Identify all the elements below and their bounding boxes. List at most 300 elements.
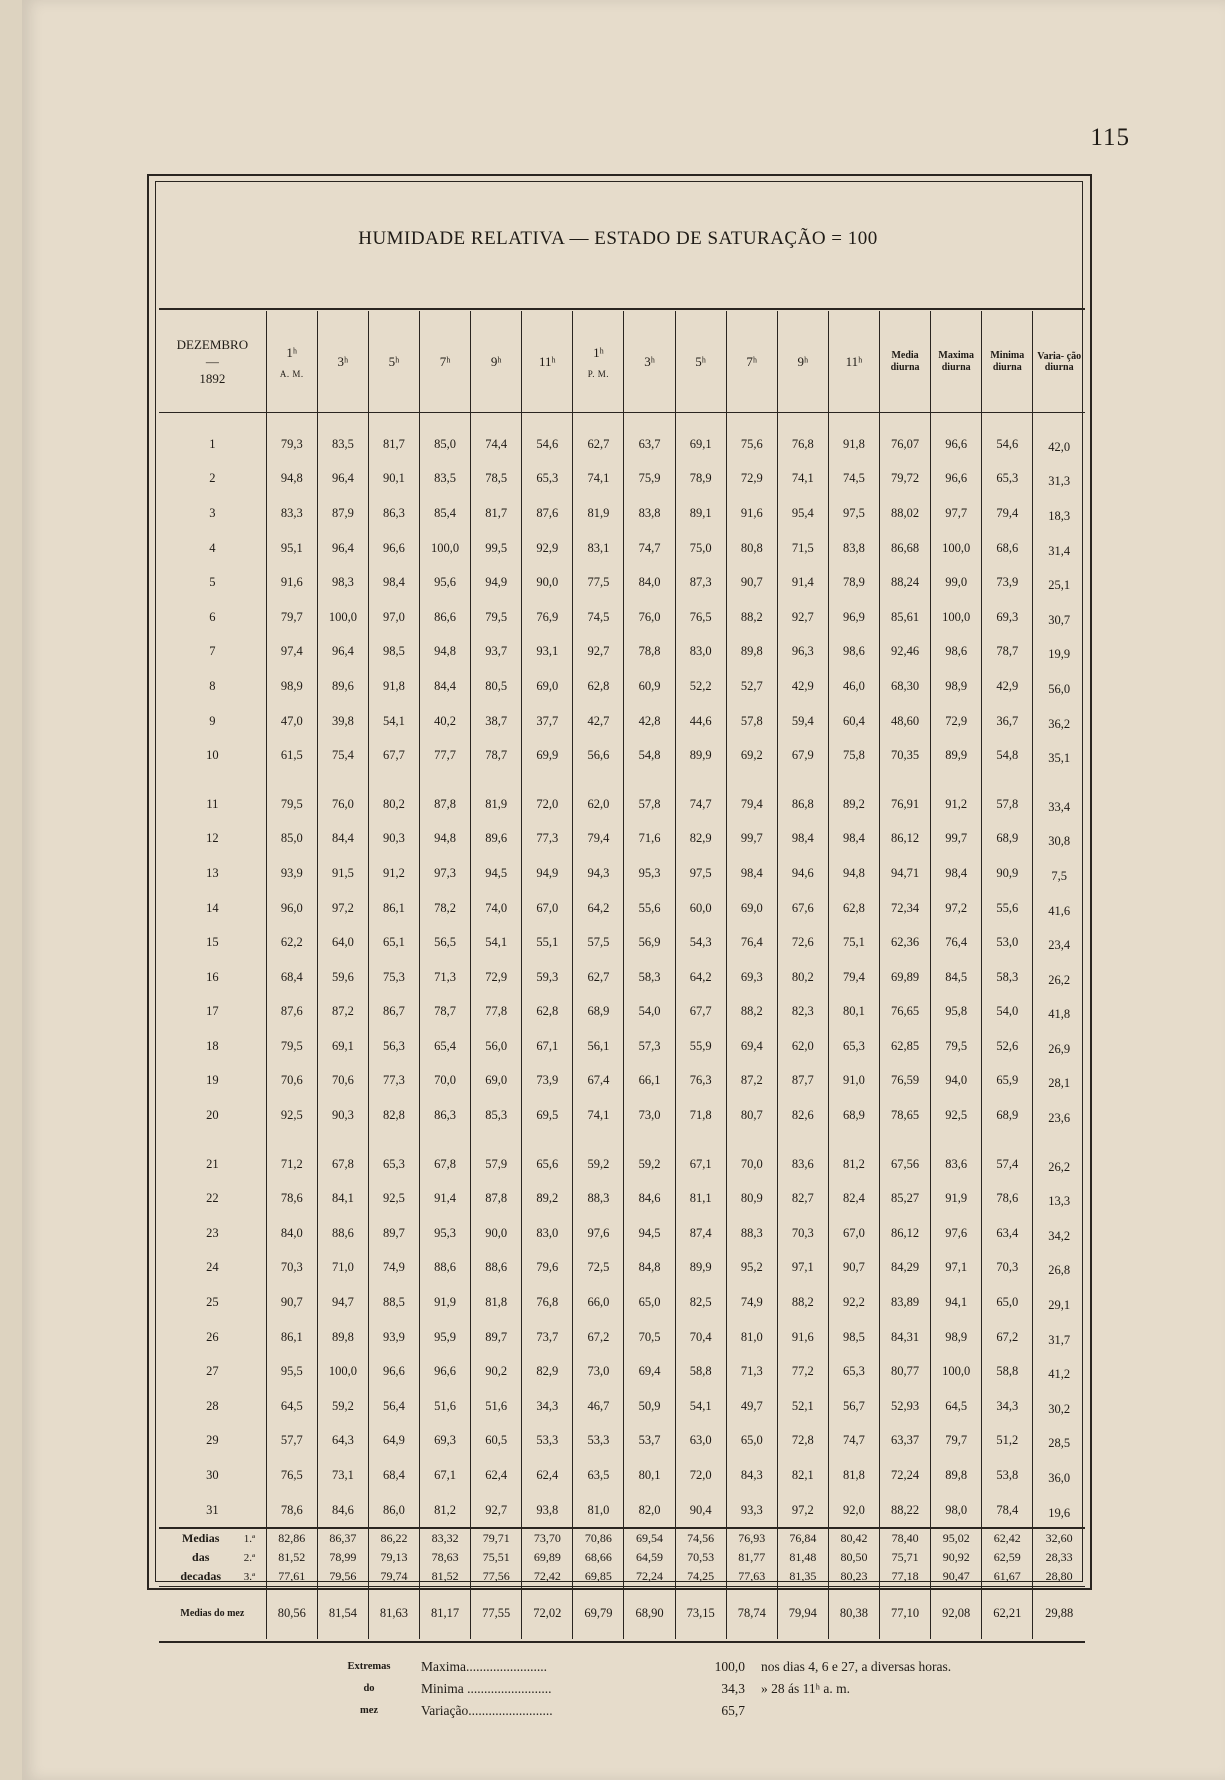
value-cell: 56,0 — [471, 1029, 522, 1064]
day-cell: 8 — [209, 678, 216, 693]
day-cell: 17 — [206, 1004, 219, 1019]
day-cell: 16 — [206, 969, 219, 984]
value-cell: 96,6 — [368, 531, 419, 566]
value-cell: 71,5 — [777, 531, 828, 566]
value-cell: 26,9 — [1033, 1029, 1085, 1064]
value-cell: 65,6 — [522, 1147, 573, 1182]
day-cell: 15 — [206, 935, 219, 950]
day-cell: 24 — [206, 1260, 219, 1275]
value-cell: 65,3 — [368, 1147, 419, 1182]
value-cell: 94,9 — [471, 565, 522, 600]
table-row — [159, 960, 1085, 995]
value-cell: 80,1 — [828, 995, 879, 1030]
value-cell: 90,1 — [368, 462, 419, 497]
column-header-8 — [624, 311, 675, 413]
value-cell: 69,4 — [624, 1354, 675, 1389]
decade-value-cell: 76,93 — [726, 1528, 777, 1548]
value-cell: 88,6 — [420, 1251, 471, 1286]
value-cell: 79,6 — [522, 1251, 573, 1286]
value-cell: 66,0 — [573, 1285, 624, 1320]
value-cell: 84,4 — [420, 669, 471, 704]
decade-value-cell: 62,59 — [982, 1548, 1033, 1567]
value-cell: 96,4 — [317, 462, 368, 497]
value-cell: 59,6 — [317, 960, 368, 995]
value-cell: 80,1 — [624, 1458, 675, 1493]
decade-value-cell: 62,42 — [982, 1528, 1033, 1548]
value-cell: 66,1 — [624, 1064, 675, 1099]
spacer-cell — [777, 773, 828, 787]
value-cell: 94,1 — [931, 1285, 982, 1320]
extremes-label-2: do — [363, 1683, 375, 1694]
value-cell: 88,24 — [880, 565, 931, 600]
monthly-value-cell: 92,08 — [931, 1587, 982, 1640]
extremes-min-note: » 28 ás 11ʰ a. m. — [761, 1681, 850, 1696]
value-cell: 88,02 — [880, 496, 931, 531]
table-body — [159, 413, 1085, 1640]
table-row — [159, 635, 1085, 670]
value-cell: 36,7 — [982, 704, 1033, 739]
spacer-cell — [368, 1133, 419, 1147]
spacer-cell — [573, 773, 624, 787]
value-cell: 63,7 — [624, 427, 675, 462]
spacer-cell — [266, 1133, 317, 1147]
day-cell: 19 — [206, 1073, 219, 1088]
monthly-value-cell: 80,56 — [266, 1587, 317, 1640]
value-cell: 88,2 — [726, 600, 777, 635]
value-cell: 86,7 — [368, 995, 419, 1030]
decade-ordinal: 1.ª — [243, 1533, 255, 1546]
value-cell: 89,6 — [317, 669, 368, 704]
decade-value-cell: 81,52 — [420, 1567, 471, 1587]
value-cell: 96,6 — [931, 427, 982, 462]
column-header-main: 7ʰ — [746, 353, 758, 369]
value-cell: 60,9 — [624, 669, 675, 704]
value-cell: 94,71 — [880, 856, 931, 891]
spacer-cell — [624, 773, 675, 787]
table-row — [159, 704, 1085, 739]
extremes-row-var — [421, 1703, 1061, 1723]
value-cell: 65,0 — [982, 1285, 1033, 1320]
table-row — [159, 1389, 1085, 1424]
value-cell: 91,4 — [777, 565, 828, 600]
decade-value-cell: 77,56 — [471, 1567, 522, 1587]
value-cell: 62,2 — [266, 925, 317, 960]
decade-value-cell: 90,92 — [931, 1548, 982, 1567]
value-cell: 98,9 — [931, 669, 982, 704]
column-header-2 — [317, 311, 368, 413]
monthly-value-cell: 62,21 — [982, 1587, 1033, 1640]
value-cell: 81,0 — [573, 1493, 624, 1529]
value-cell: 70,6 — [317, 1064, 368, 1099]
table-row — [159, 1216, 1085, 1251]
column-header-main: 7ʰ — [439, 353, 451, 369]
spacer-cell — [982, 413, 1033, 428]
extremes-min-value: 34,3 — [721, 1681, 745, 1696]
value-cell: 91,6 — [726, 496, 777, 531]
value-cell: 74,9 — [726, 1285, 777, 1320]
value-cell: 91,0 — [828, 1064, 879, 1099]
value-cell: 54,8 — [624, 738, 675, 773]
table-row — [159, 1424, 1085, 1459]
value-cell: 94,6 — [777, 856, 828, 891]
value-cell: 62,0 — [573, 787, 624, 822]
value-cell: 83,8 — [828, 531, 879, 566]
value-cell: 84,29 — [880, 1251, 931, 1286]
value-cell: 95,6 — [420, 565, 471, 600]
value-cell: 77,3 — [368, 1064, 419, 1099]
value-cell: 51,6 — [420, 1389, 471, 1424]
value-cell: 90,0 — [522, 565, 573, 600]
title-rule — [159, 308, 1085, 310]
value-cell: 54,0 — [624, 995, 675, 1030]
value-cell: 67,8 — [317, 1147, 368, 1182]
value-cell: 83,6 — [931, 1147, 982, 1182]
spacer-cell — [828, 773, 879, 787]
decade-value-cell: 81,35 — [777, 1567, 828, 1587]
extremes-max-name: Maxima........................ — [421, 1659, 547, 1674]
day-cell: 14 — [206, 900, 219, 915]
column-header-4 — [420, 311, 471, 413]
spacer-cell — [522, 1133, 573, 1147]
decade-value-cell: 70,53 — [675, 1548, 726, 1567]
value-cell: 55,6 — [982, 891, 1033, 926]
value-cell: 62,8 — [522, 995, 573, 1030]
spacer-cell — [159, 1133, 266, 1147]
value-cell: 46,7 — [573, 1389, 624, 1424]
column-header-10 — [726, 311, 777, 413]
value-cell: 92,5 — [931, 1098, 982, 1133]
value-cell: 90,7 — [828, 1251, 879, 1286]
value-cell: 92,2 — [828, 1285, 879, 1320]
decade-value-cell: 80,50 — [828, 1548, 879, 1567]
decade-value-cell: 83,32 — [420, 1528, 471, 1548]
value-cell: 87,6 — [266, 995, 317, 1030]
spacer-cell — [368, 773, 419, 787]
value-cell: 88,3 — [573, 1181, 624, 1216]
value-cell: 70,3 — [266, 1251, 317, 1286]
spacer-cell — [471, 1133, 522, 1147]
decade-value-cell: 77,18 — [880, 1567, 931, 1587]
value-cell: 91,4 — [420, 1181, 471, 1216]
value-cell: 54,1 — [471, 925, 522, 960]
day-cell: 5 — [209, 575, 216, 590]
value-cell: 91,8 — [828, 427, 879, 462]
value-cell: 56,5 — [420, 925, 471, 960]
decade-ordinal: 2.ª — [243, 1552, 255, 1565]
value-cell: 83,1 — [573, 531, 624, 566]
value-cell: 86,68 — [880, 531, 931, 566]
column-header-main: Maxima diurna — [938, 349, 974, 373]
value-cell: 74,9 — [368, 1251, 419, 1286]
value-cell: 72,9 — [726, 462, 777, 497]
value-cell: 26,2 — [1033, 1147, 1085, 1182]
decade-value-cell: 77,63 — [726, 1567, 777, 1587]
value-cell: 70,5 — [624, 1320, 675, 1355]
column-header-15 — [982, 311, 1033, 413]
spacer-cell — [159, 413, 266, 428]
value-cell: 69,1 — [317, 1029, 368, 1064]
value-cell: 82,1 — [777, 1458, 828, 1493]
value-cell: 96,9 — [828, 600, 879, 635]
value-cell: 23,6 — [1033, 1098, 1085, 1133]
value-cell: 98,4 — [828, 822, 879, 857]
spacer-cell — [726, 773, 777, 787]
value-cell: 79,5 — [266, 787, 317, 822]
spacer-cell — [1033, 1133, 1085, 1147]
value-cell: 67,56 — [880, 1147, 931, 1182]
value-cell: 41,2 — [1033, 1354, 1085, 1389]
column-header-main: Media diurna — [890, 349, 920, 373]
monthly-mean-label: Medias do mez — [159, 1587, 266, 1640]
value-cell: 68,4 — [266, 960, 317, 995]
value-cell: 30,8 — [1033, 822, 1085, 857]
value-cell: 78,2 — [420, 891, 471, 926]
value-cell: 42,7 — [573, 704, 624, 739]
value-cell: 87,8 — [471, 1181, 522, 1216]
value-cell: 67,0 — [828, 1216, 879, 1251]
value-cell: 84,6 — [317, 1493, 368, 1529]
spacer-cell — [420, 773, 471, 787]
value-cell: 71,6 — [624, 822, 675, 857]
value-cell: 57,8 — [982, 787, 1033, 822]
value-cell: 96,6 — [368, 1354, 419, 1389]
value-cell: 98,6 — [828, 635, 879, 670]
value-cell: 74,1 — [573, 1098, 624, 1133]
value-cell: 54,1 — [675, 1389, 726, 1424]
value-cell: 75,0 — [675, 531, 726, 566]
value-cell: 97,2 — [777, 1493, 828, 1529]
value-cell: 52,1 — [777, 1389, 828, 1424]
value-cell: 62,36 — [880, 925, 931, 960]
value-cell: 82,9 — [675, 822, 726, 857]
value-cell: 71,0 — [317, 1251, 368, 1286]
day-cell: 1 — [209, 436, 216, 451]
decade-value-cell: 75,51 — [471, 1548, 522, 1567]
value-cell: 7,5 — [1033, 856, 1085, 891]
value-cell: 42,0 — [1033, 427, 1085, 462]
value-cell: 86,8 — [777, 787, 828, 822]
value-cell: 54,0 — [982, 995, 1033, 1030]
table-row — [159, 925, 1085, 960]
spacer-cell — [982, 773, 1033, 787]
decade-value-cell: 78,40 — [880, 1528, 931, 1548]
value-cell: 61,5 — [266, 738, 317, 773]
value-cell: 90,2 — [471, 1354, 522, 1389]
page — [22, 0, 1225, 1780]
column-header-3 — [368, 311, 419, 413]
decade-value-cell: 72,24 — [624, 1567, 675, 1587]
spacer-cell — [931, 413, 982, 428]
decade-label-cell — [159, 1567, 266, 1587]
value-cell: 42,8 — [624, 704, 675, 739]
value-cell: 65,0 — [726, 1424, 777, 1459]
value-cell: 79,3 — [266, 427, 317, 462]
value-cell: 78,7 — [982, 635, 1033, 670]
value-cell: 94,3 — [573, 856, 624, 891]
decade-label: das — [192, 1550, 210, 1565]
value-cell: 69,1 — [675, 427, 726, 462]
spacer-cell — [982, 1133, 1033, 1147]
table-row — [159, 1181, 1085, 1216]
value-cell: 76,0 — [624, 600, 675, 635]
value-cell: 90,3 — [368, 822, 419, 857]
spacer-cell — [931, 1133, 982, 1147]
day-cell: 10 — [206, 748, 219, 763]
column-header-main: 1ʰ — [593, 344, 604, 360]
decade-value-cell: 79,56 — [317, 1567, 368, 1587]
value-cell: 63,5 — [573, 1458, 624, 1493]
table-row — [159, 1458, 1085, 1493]
value-cell: 55,1 — [522, 925, 573, 960]
decade-value-cell: 28,33 — [1033, 1548, 1085, 1567]
value-cell: 95,3 — [624, 856, 675, 891]
value-cell: 89,1 — [675, 496, 726, 531]
spacer-cell — [675, 773, 726, 787]
column-header-14 — [931, 311, 982, 413]
value-cell: 79,7 — [266, 600, 317, 635]
value-cell: 86,1 — [368, 891, 419, 926]
value-cell: 60,5 — [471, 1424, 522, 1459]
value-cell: 90,0 — [471, 1216, 522, 1251]
value-cell: 92,7 — [777, 600, 828, 635]
spacer-cell — [777, 1133, 828, 1147]
table-row — [159, 1251, 1085, 1286]
decade-label-cell — [159, 1548, 266, 1567]
table-row — [159, 1354, 1085, 1389]
column-header-7 — [573, 311, 624, 413]
extremes-max-note: nos dias 4, 6 e 27, a diversas horas. — [761, 1659, 952, 1674]
value-cell: 23,4 — [1033, 925, 1085, 960]
table-row — [159, 738, 1085, 773]
extremes-max-value: 100,0 — [714, 1659, 745, 1674]
value-cell: 70,0 — [726, 1147, 777, 1182]
value-cell: 69,0 — [726, 891, 777, 926]
value-cell: 83,5 — [317, 427, 368, 462]
value-cell: 68,9 — [573, 995, 624, 1030]
value-cell: 69,5 — [522, 1098, 573, 1133]
value-cell: 56,6 — [573, 738, 624, 773]
value-cell: 85,4 — [420, 496, 471, 531]
table-row — [159, 669, 1085, 704]
value-cell: 76,5 — [266, 1458, 317, 1493]
spacer-cell — [317, 1133, 368, 1147]
value-cell: 94,0 — [931, 1064, 982, 1099]
value-cell: 79,5 — [266, 1029, 317, 1064]
decade-value-cell: 76,84 — [777, 1528, 828, 1548]
value-cell: 88,2 — [777, 1285, 828, 1320]
day-cell: 13 — [206, 865, 219, 880]
value-cell: 54,1 — [368, 704, 419, 739]
value-cell: 59,4 — [777, 704, 828, 739]
value-cell: 76,0 — [317, 787, 368, 822]
value-cell: 100,0 — [931, 600, 982, 635]
decade-value-cell: 78,63 — [420, 1548, 471, 1567]
monthly-value-cell: 68,90 — [624, 1587, 675, 1640]
decade-value-cell: 95,02 — [931, 1528, 982, 1548]
value-cell: 80,77 — [880, 1354, 931, 1389]
value-cell: 87,2 — [317, 995, 368, 1030]
value-cell: 71,8 — [675, 1098, 726, 1133]
value-cell: 76,9 — [522, 600, 573, 635]
value-cell: 86,12 — [880, 1216, 931, 1251]
value-cell: 42,9 — [777, 669, 828, 704]
value-cell: 82,8 — [368, 1098, 419, 1133]
value-cell: 81,8 — [828, 1458, 879, 1493]
table-row — [159, 565, 1085, 600]
value-cell: 57,8 — [624, 787, 675, 822]
value-cell: 97,0 — [368, 600, 419, 635]
value-cell: 86,3 — [420, 1098, 471, 1133]
value-cell: 89,8 — [317, 1320, 368, 1355]
value-cell: 56,0 — [1033, 669, 1085, 704]
value-cell: 88,2 — [726, 995, 777, 1030]
value-cell: 26,8 — [1033, 1251, 1085, 1286]
value-cell: 87,9 — [317, 496, 368, 531]
value-cell: 70,3 — [777, 1216, 828, 1251]
value-cell: 80,9 — [726, 1181, 777, 1216]
value-cell: 77,3 — [522, 822, 573, 857]
spacer-cell — [880, 413, 931, 428]
value-cell: 36,2 — [1033, 704, 1085, 739]
value-cell: 79,4 — [726, 787, 777, 822]
spacer-cell — [522, 773, 573, 787]
value-cell: 69,4 — [726, 1029, 777, 1064]
value-cell: 69,3 — [726, 960, 777, 995]
value-cell: 28,5 — [1033, 1424, 1085, 1459]
value-cell: 63,37 — [880, 1424, 931, 1459]
day-cell: 21 — [206, 1156, 219, 1171]
column-header-13 — [880, 311, 931, 413]
value-cell: 82,0 — [624, 1493, 675, 1529]
value-cell: 49,7 — [726, 1389, 777, 1424]
value-cell: 100,0 — [420, 531, 471, 566]
spacer-row — [159, 773, 1085, 787]
humidity-table — [159, 311, 1085, 1639]
value-cell: 91,6 — [777, 1320, 828, 1355]
value-cell: 35,1 — [1033, 738, 1085, 773]
value-cell: 53,0 — [982, 925, 1033, 960]
value-cell: 41,6 — [1033, 891, 1085, 926]
value-cell: 77,2 — [777, 1354, 828, 1389]
corner-dash: — — [205, 354, 219, 369]
value-cell: 97,4 — [266, 635, 317, 670]
value-cell: 88,3 — [726, 1216, 777, 1251]
decade-value-cell: 28,80 — [1033, 1567, 1085, 1587]
value-cell: 75,3 — [368, 960, 419, 995]
value-cell: 84,4 — [317, 822, 368, 857]
decade-row — [159, 1567, 1085, 1587]
value-cell: 85,3 — [471, 1098, 522, 1133]
value-cell: 63,4 — [982, 1216, 1033, 1251]
monthly-value-cell: 77,10 — [880, 1587, 931, 1640]
value-cell: 98,4 — [931, 856, 982, 891]
spacer-cell — [317, 413, 368, 428]
value-cell: 74,1 — [777, 462, 828, 497]
column-header-9 — [675, 311, 726, 413]
value-cell: 98,6 — [931, 635, 982, 670]
value-cell: 73,0 — [573, 1354, 624, 1389]
value-cell: 83,5 — [420, 462, 471, 497]
value-cell: 70,35 — [880, 738, 931, 773]
value-cell: 69,0 — [522, 669, 573, 704]
spacer-cell — [880, 1133, 931, 1147]
value-cell: 96,6 — [931, 462, 982, 497]
decade-row — [159, 1548, 1085, 1567]
value-cell: 84,0 — [624, 565, 675, 600]
value-cell: 41,8 — [1033, 995, 1085, 1030]
table-row — [159, 1493, 1085, 1529]
column-header-12 — [828, 311, 879, 413]
